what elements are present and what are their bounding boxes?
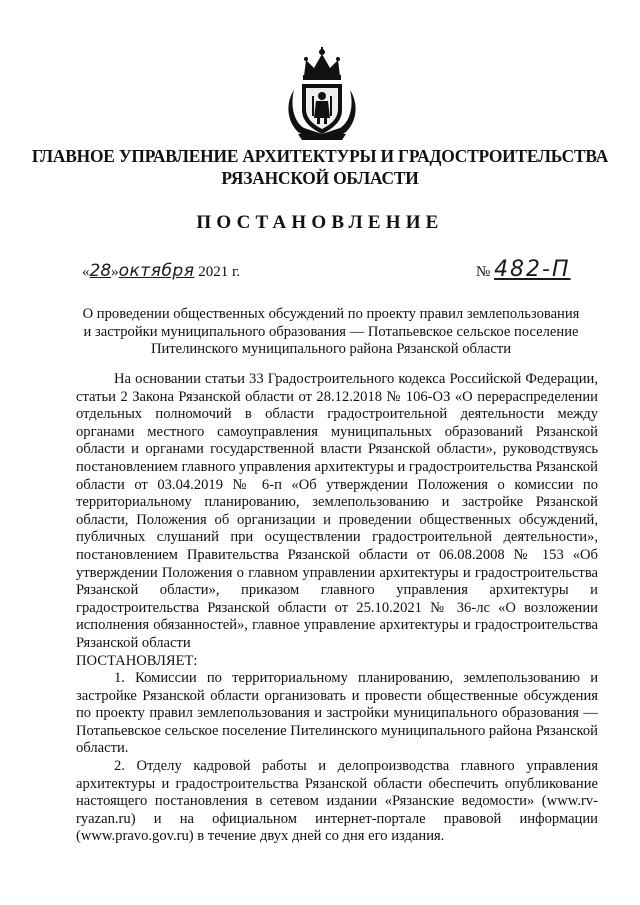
agency-name-line2: РЯЗАНСКОЙ ОБЛАСТИ [221,168,419,188]
document-number [476,257,571,282]
document-type-title: ПОСТАНОВЛЕНИЕ [196,212,444,233]
date-month: октября [118,261,195,281]
date-open-quote: « [82,264,90,280]
date-day: 28 [89,261,112,281]
subject-line: и застройки муниципального образования — Потапьевское сельское поселение [83,323,579,340]
agency-name-line1: ГЛАВНОЕ УПРАВЛЕНИЕ АРХИТЕКТУРЫ И ГРАДОСТРОИТЕЛЬСТВА [31,146,609,166]
item-paragraph: 1. Комиссии по территориальному планированию, землепользованию и застройке Рязанской области организовать и провести общественные обсуждения по проекту правил землепользования и застройки муниципального образования — Потапьевское сельское поселение Пителинского муниципального района Рязанской области. [76,670,598,757]
subject-line: Пителинского муниципального района Рязанской области [150,341,512,358]
subject-line: О проведении общественных обсуждений по проекту правил землепользования [82,306,580,322]
document-body [76,371,598,846]
agency-name [0,145,640,189]
document-subject [66,306,596,359]
resolves-heading: ПОСТАНОВЛЯЕТ: [76,652,198,669]
item-paragraph: 2. Отделу кадровой работы и делопроизводства главного управления архитектуры и градостроительства Рязанской области обеспечить опубликование настоящего постановления в сетевом издании «Рязанские ведомости» (www.rv-ryazan.ru) и на официальном интернет-портале правовой информации (www.pravo.gov.ru) в течение двух дней со дня его издания. [76,758,598,845]
document-date [82,261,240,281]
number-prefix: № [476,264,491,280]
number-value: 482-П [494,257,571,282]
coat-of-arms-emblem [284,46,360,142]
date-year: 2021 г. [198,264,241,280]
date-close-quote: » [111,264,119,280]
preamble-paragraph: На основании статьи 33 Градостроительного кодекса Российской Федерации, статьи 2 Закона Рязанской области от 28.12.2018 № 106-ОЗ «О перераспределении отдельных полномочий в области градостроительной деятельности между органами местного самоуправления муниципальных образований Рязанской области и органами государственной власти Рязанской области», руководствуясь постановлением главного управления архитектуры и градостроительства Рязанской области от 03.04.2019 № 6-п «Об утверждении Положения о комиссии по территориальному планированию, землепользованию и застройке Рязанской области, Положения об организации и проведении общественных обсуждений, публичных слушаний при осуществлении градостроительной деятельности», постановлением Правительства Рязанской области от 06.08.2008 № 153 «Об утверждении Положения о главном управлении архитектуры и градостроительства Рязанской области», приказом главного управления архитектуры и градостроительства Рязанской области от 25.10.2021 № 36-лс «О возложении исполнения обязанностей», главное управление архитектуры и градостроительства Рязанской области [76,371,598,651]
